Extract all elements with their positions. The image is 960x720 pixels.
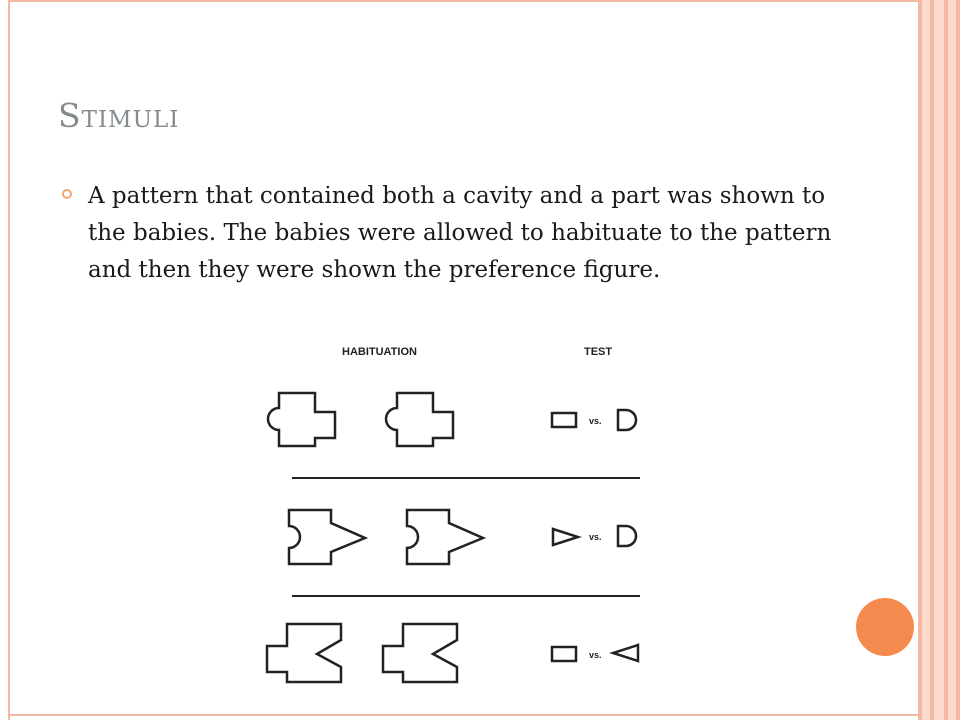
vs-label-row2: vs. bbox=[589, 532, 602, 542]
habituation-shape-row2-a bbox=[281, 506, 373, 568]
frame-left-border bbox=[8, 0, 10, 720]
test-rectangle-row1 bbox=[550, 410, 580, 430]
habituation-shape-row1-b bbox=[383, 388, 463, 450]
bullet-text: A pattern that contained both a cavity and a part was shown to the babies. The babies were allowed to habituate to the pattern and then they were shown the preference figure. bbox=[88, 183, 832, 283]
slide-title: Stimuli bbox=[58, 96, 180, 135]
bullet-icon bbox=[62, 189, 72, 199]
decorative-stripes bbox=[918, 0, 960, 720]
test-circle-row1 bbox=[613, 406, 639, 434]
frame-bottom-border bbox=[8, 714, 920, 716]
test-triangle-row3 bbox=[609, 642, 641, 664]
habituation-shape-row2-b bbox=[399, 506, 491, 568]
decorative-orange-circle bbox=[856, 598, 914, 656]
habituation-test-figure bbox=[255, 338, 655, 698]
test-circle-row2 bbox=[613, 522, 639, 550]
vs-label-row3: vs. bbox=[589, 650, 602, 660]
habituation-shape-row1-a bbox=[265, 388, 345, 450]
test-rectangle-row3 bbox=[550, 644, 580, 664]
test-triangle-row2 bbox=[550, 526, 582, 548]
habituation-shape-row3-b bbox=[379, 620, 463, 686]
habituation-header: HABITUATION bbox=[342, 346, 417, 358]
row-divider-1 bbox=[292, 477, 640, 479]
habituation-shape-row3-a bbox=[263, 620, 347, 686]
vs-label-row1: vs. bbox=[589, 416, 602, 426]
row-divider-2 bbox=[292, 595, 640, 597]
frame-top-border bbox=[8, 0, 920, 2]
test-header: TEST bbox=[584, 346, 613, 358]
